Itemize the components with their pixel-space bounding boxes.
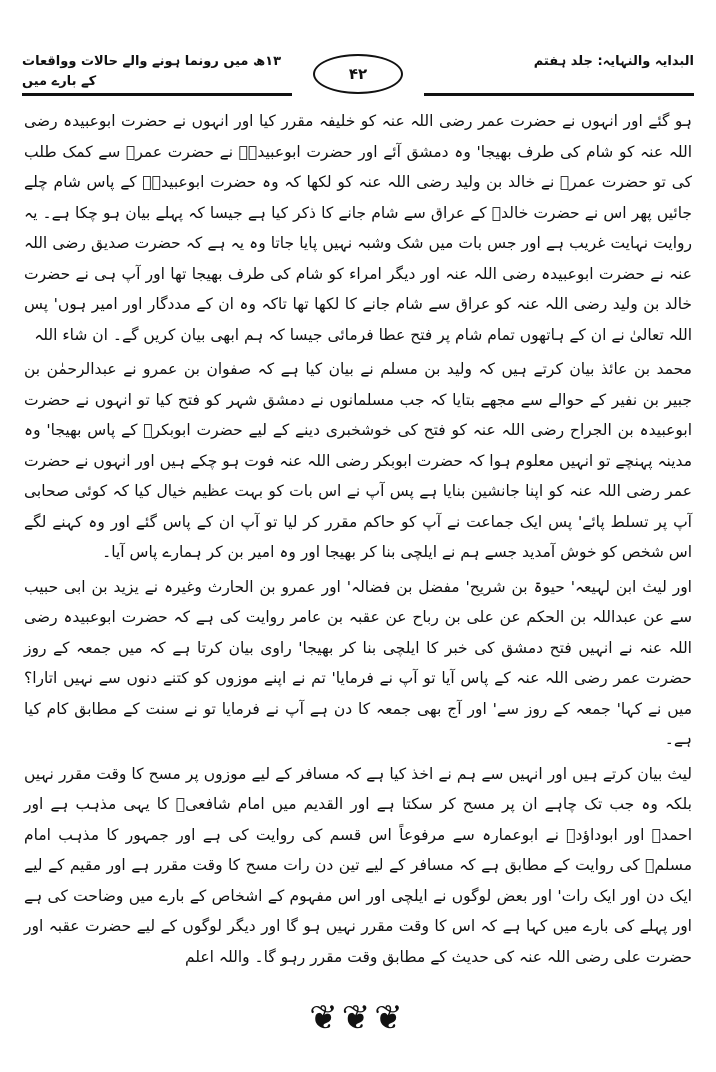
header-rule-left: [22, 93, 292, 96]
page-header: [22, 48, 694, 98]
body-text: [24, 106, 692, 972]
paragraph: لیث بیان کرتے ہیں اور انہیں سے ہم نے اخذ کیا ہے کہ مسافر کے لیے موزوں پر مسح کا وقت مقرر نہیں بلکہ وہ جب تک چاہے ان پر مسح کر سکتا ہے اور القدیم میں امام شافعیؒ کا یہی مذہب ہے اور احمدؒ اور ابوداؤدؒ نے ابوعمارہ سے مرفوعاً اس قسم کی روایت کی ہے اور جمہور کا مذہب امام مسلمؒ کی روایت کے مطابق ہے کہ مسافر کے لیے تین دن رات مسح کا وقت مقرر ہے اور مقیم کے لیے ایک دن اور ایک رات' اور بعض لوگوں نے ایلچی اور اس مفہوم کے اشخاص کے بارے میں وضاحت کی ہے اور پہلے کی بارے میں کہا ہے کہ اس کا وقت مقرر نہیں ہو گا اور دیگر لوگوں کے لیے حضرت عقبہ اور حضرت علی رضی اللہ عنہ کی حدیث کے مطابق وقت مقرر رہو گا۔ واللہ اعلم: [24, 764, 692, 966]
page-number: ۴۲: [313, 54, 403, 94]
chapter-title: ۱۳ھ میں رونما ہونے والے حالات وواقعات کے بارے میں: [22, 54, 282, 89]
paragraph: محمد بن عائذ بیان کرتے ہیں کہ ولید بن مسلم نے بیان کیا ہے کہ صفوان بن عمرو نے عبدالرحمٰن بن جبیر بن نفیر کے حوالے سے مجھے بتایا کہ جب مسلمانوں نے دمشق شہر کو فتح کیا تو انہوں نے حضرت ابوعبیدہ بن الجراح رضی اللہ عنہ کو فتح کی خوشخبری دینے کے لیے حضرت ابوبکرؓ کے پاس بھیجا' وہ مدینہ پہنچے تو انہیں معلوم ہوا کہ حضرت ابوبکر رضی اللہ عنہ فوت ہو چکے ہیں اور انہوں نے حضرت عمر رضی اللہ عنہ کو اپنا جانشین بنایا ہے پس آپ نے اس بات کو بہت عظیم خیال کیا کہ کوئی صحابی آپ پر تسلط پائے' پس ایک جماعت نے آپ کو حاکم مقرر کر لیا تو آپ ان کے پاس گئے اور وہ کہنے لگے اس شخص کو خوش آمدید جسے ہم نے ایلچی بنا کر بھیجا اور وہ امیر بن کر ہمارے پاس آیا۔: [23, 360, 692, 561]
header-rule-right: [424, 93, 694, 96]
book-title: البدایہ والنہایہ: جلد ہفتم: [533, 54, 694, 69]
ornament-divider-icon: ❦❦❦: [309, 998, 407, 1038]
paragraph: ہو گئے اور انہوں نے حضرت عمر رضی اللہ عنہ کو خلیفہ مقرر کیا اور انہوں نے حضرت ابوعبیدہ رضی اللہ عنہ کو شام کی طرف بھیجا' وہ دمشق آئے اور حضرت ابوعبیدہؓ نے حضرت عمرؓ سے کمک طلب کی تو حضرت عمرؓ نے خالد بن ولید رضی اللہ عنہ کو لکھا کہ وہ حضرت ابوعبیدہؓ کے پاس شام چلے جائیں پھر اس نے حضرت خالدؓ کے عراق سے شام جانے کا ذکر کیا ہے جیسا کہ پہلے بیان ہو چکا ہے۔ یہ روایت نہایت غریب ہے اور جس بات میں شک وشبہ نہیں پایا جاتا وہ یہ ہے کہ حضرت صدیق رضی اللہ عنہ نے حضرت ابوعبیدہ رضی اللہ عنہ اور دیگر امراء کو شام کی طرف بھیجا تھا اور آپ ہی نے حضرت خالد بن ولید رضی اللہ عنہ کو عراق سے شام جانے کا لکھا تھا تاکہ وہ ان کے مددگار اور امیر ہوں' پس اللہ تعالیٰ نے ان کے ہاتھوں تمام شام پر فتح عطا فرمائی جیسا کہ ہم ابھی بیان کریں گے۔ ان شاء اللہ: [24, 112, 692, 344]
paragraph: اور لیث ابن لہیعہ' حیوۃ بن شریح' مفضل بن فضالہ' اور عمرو بن الحارث وغیرہ نے یزید بن ابی حبیب سے عن عبداللہ بن الحکم عن علی بن رباح عن عقبہ بن عامر روایت کی ہے کہ حضرت ابوعبیدہ رضی اللہ عنہ نے انہیں فتح دمشق کی خبر کا ایلچی بنا کر بھیجا' راوی بیان کرتا ہے کہ میں جمعہ کے روز حضرت عمر رضی اللہ عنہ کے پاس آیا تو آپ نے فرمایا' تم نے اپنے موزوں کو کتنے دنوں سے نہیں اتارا؟ میں نے کہا' جمعہ کے روز سے' اور آج بھی جمعہ کا دن ہے آپ نے فرمایا تو نے سنت کے مطابق کام کیا ہے۔: [24, 577, 692, 748]
